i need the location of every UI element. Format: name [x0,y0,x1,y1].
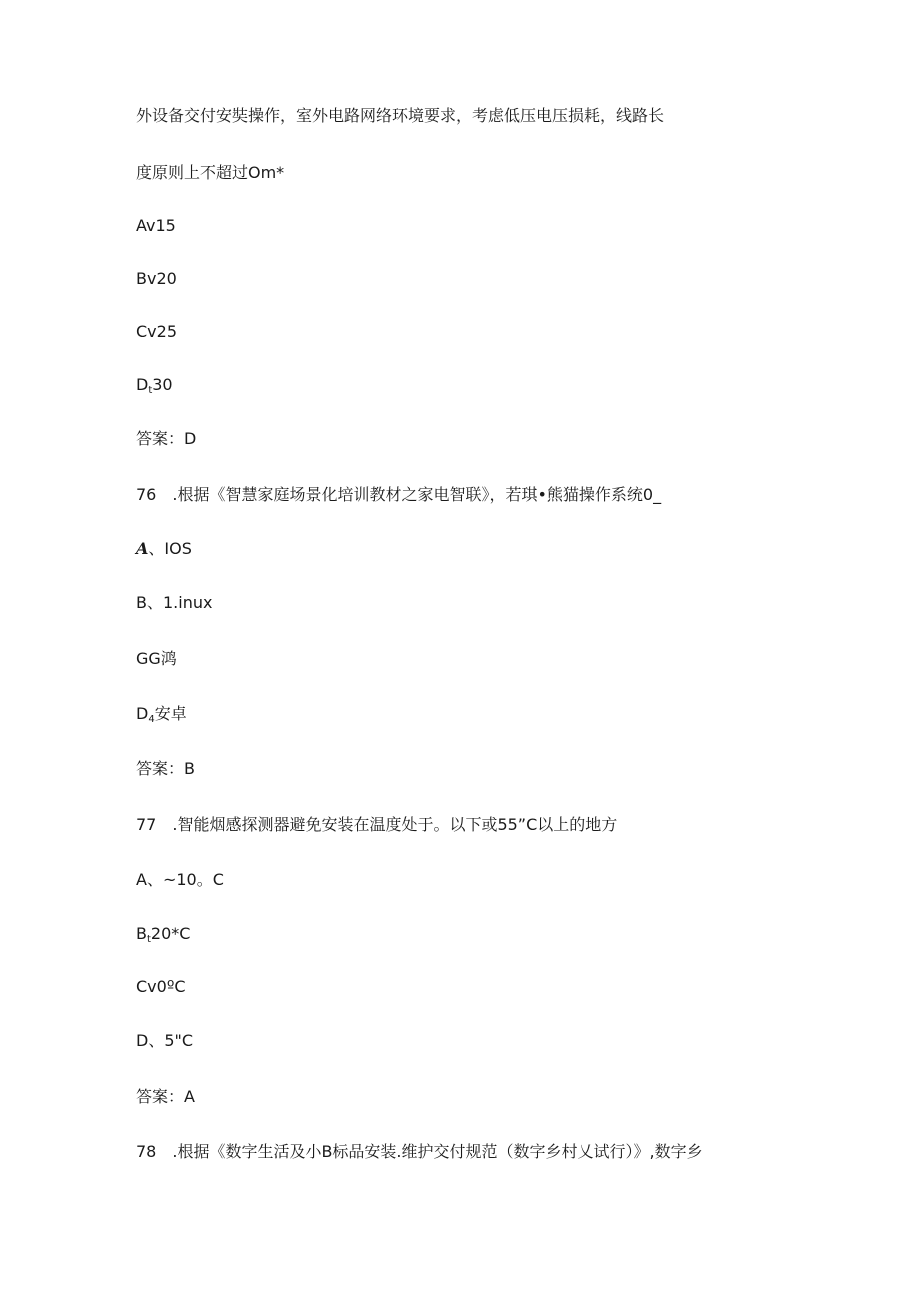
option-mark: t [148,385,153,396]
option-value: 30 [152,375,173,394]
question-75-text-line-1: 外设备交付安奘操作，室外电路网络环境要求，考虑低压电压损耗，线路长 [136,106,665,125]
question-75-answer: 答案：D [136,429,197,448]
question-75-option-b: Bv20 [136,269,177,288]
option-value: 20*C [150,924,191,943]
question-77-option-c: Cv0ºC [136,977,186,996]
option-mark: 4 [148,714,155,725]
option-mark: t [146,934,151,945]
question-77-option-b [136,924,190,950]
question-76-option-c: GG鸿 [136,649,177,668]
option-letter: D [136,375,149,394]
option-value: 、IOS [148,539,192,558]
question-77-option-a: A、~10。C [136,870,224,889]
question-77-option-d: D、5"C [136,1031,194,1050]
question-75-option-a: Av15 [136,216,176,235]
question-76-option-b: B、1.inux [136,593,213,612]
option-letter: D [136,704,149,723]
option-value: 安卓 [154,704,187,723]
question-76-option-d [136,704,187,730]
question-77-text: 77 .智能烟感探测器避免安装在温度处于。以下或55”C以上的地方 [136,815,618,834]
question-78-text: 78 .根据《数字生活及小B标品安装.维护交付规范（数字乡村乂试行）》,数字乡 [136,1142,703,1161]
option-letter: A [136,539,149,558]
question-76-answer: 答案：B [136,759,195,778]
question-75-text-line-2: 度原则上不超过Om* [136,163,285,182]
question-76-option-a [136,539,192,559]
question-77-answer: 答案：A [136,1087,195,1106]
option-letter: B [136,924,147,943]
question-76-text: 76 .根据《智慧家庭场景化培训教材之家电智联》，若琪•熊猫操作系统0_ [136,485,662,504]
question-75-option-d [136,375,173,401]
question-75-option-c: Cv25 [136,322,177,341]
